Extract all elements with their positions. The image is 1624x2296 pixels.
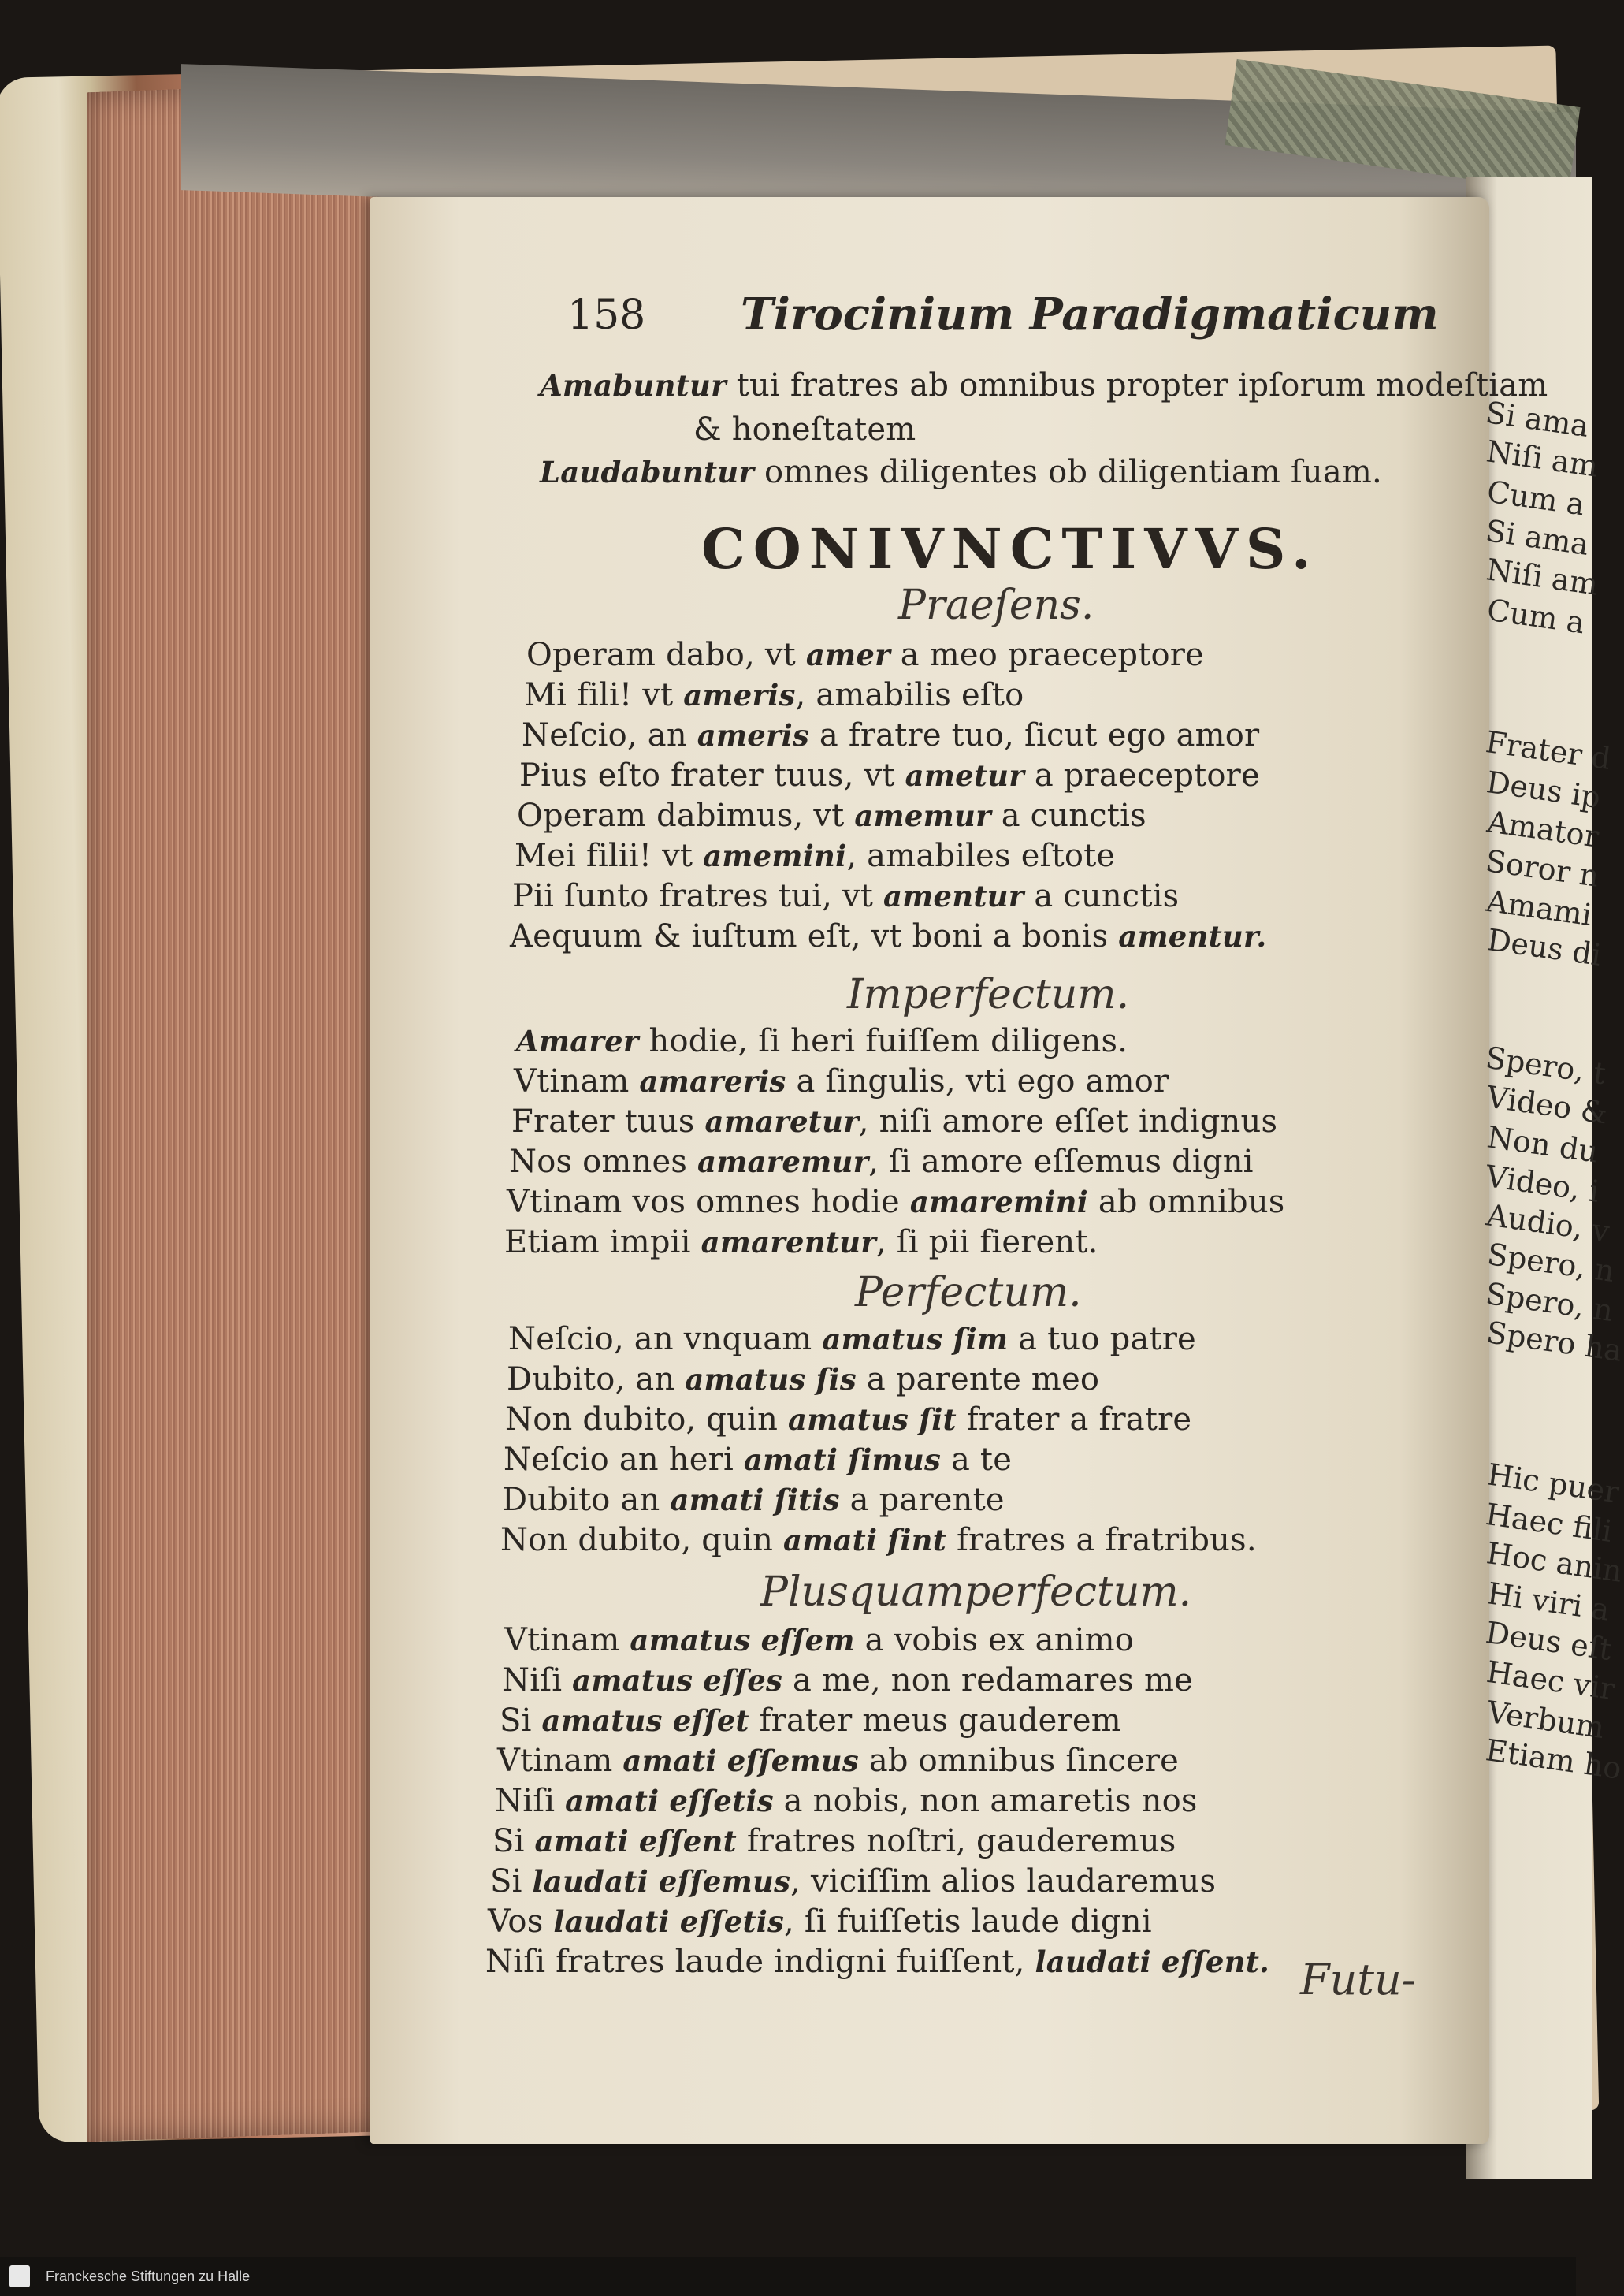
verb-form: amatus eſſes [572, 1663, 783, 1698]
verb-form: amaremur [697, 1144, 869, 1179]
conjugation-line [500, 1702, 1121, 1739]
facing-line: Hi viri a [1485, 1576, 1612, 1628]
facing-line: Hoc anin [1484, 1535, 1624, 1589]
line-text: Pii ſunto fratres tui, vt [512, 878, 883, 914]
line-text: Si [500, 1702, 542, 1739]
line-text: a ſingulis, vti ego amor [786, 1063, 1169, 1100]
line-text: a cunctis [1024, 878, 1180, 914]
conjugation-line [515, 838, 1115, 874]
facing-line: Soror n [1483, 843, 1602, 894]
line-text: Etiam impii [504, 1224, 701, 1260]
facing-line: Amator [1485, 804, 1601, 854]
line-text: Vtinam [504, 1622, 630, 1658]
verb-form: amati eſſent [534, 1824, 737, 1859]
line-text: , ſi pii fierent. [875, 1224, 1098, 1260]
page-edges [87, 81, 418, 2142]
conjugation-line [510, 918, 1266, 954]
line-text: frater meus gauderem [749, 1702, 1121, 1739]
line-text: Neſcio, an [522, 717, 697, 754]
line-text: , ſi fuiſſetis laude digni [784, 1903, 1152, 1940]
line-text: ab omnibus [1087, 1184, 1285, 1220]
verb-form: ametur [905, 758, 1024, 793]
line-text: Vos [488, 1903, 554, 1940]
line-text: frater a fratre [956, 1401, 1192, 1438]
conjugation-line [504, 1442, 1012, 1478]
line-text: Neſcio an heri [504, 1442, 744, 1478]
line-text: Niſi fratres laude indigni fuiſſent, [485, 1944, 1035, 1980]
footer-label: Franckesche Stiftungen zu Halle [46, 2268, 251, 2284]
verb-form: amati ſitis [670, 1483, 840, 1517]
verb-form: amaretur [704, 1104, 859, 1139]
line-text: Nos omnes [509, 1144, 698, 1180]
conjugation-line [511, 1103, 1277, 1140]
facing-line: Spero, n [1485, 1236, 1617, 1289]
verb-form: amati eſſemus [622, 1743, 859, 1778]
institution-logo-icon [9, 2265, 30, 2287]
conjugation-line [504, 1622, 1134, 1658]
page-number: 158 [567, 292, 646, 339]
verb-form: ameris [683, 678, 796, 713]
line-text: Vtinam vos omnes hodie [507, 1184, 910, 1220]
line-text: , viciſſim alios laudaremus [790, 1863, 1217, 1900]
line-text: Niſi [502, 1662, 573, 1699]
facing-line: Haec vir [1484, 1654, 1617, 1707]
line-text: Non dubito, quin [505, 1401, 788, 1438]
line-text: a cunctis [990, 798, 1146, 834]
facing-line: Deus di [1485, 922, 1604, 973]
body-line [540, 367, 1548, 404]
conjugation-line [502, 1662, 1193, 1699]
conjugation-line [504, 1224, 1098, 1260]
facing-line: Spero, t [1483, 1040, 1608, 1092]
line-text: a vobis ex animo [854, 1622, 1135, 1658]
line-text: , amabilis eſto [795, 677, 1024, 713]
body-line [693, 411, 916, 448]
section-title: Imperfectum. [847, 971, 1130, 1018]
facing-line: Niſi am [1484, 552, 1600, 602]
line-text: Operam dabo, vt [526, 637, 806, 673]
line-text: ab omnibus ſincere [858, 1743, 1180, 1779]
verb-form: Amabuntur [540, 368, 727, 403]
conjugation-line [507, 1184, 1285, 1220]
section-title: Praeſens. [898, 582, 1094, 629]
line-text: Vtinam [514, 1063, 640, 1100]
conjugation-line [519, 757, 1260, 794]
facing-line: Cum a [1485, 592, 1587, 641]
line-text: a te [941, 1442, 1013, 1478]
line-text: a fratre tuo, ſicut ego amor [808, 717, 1260, 754]
line-text: & honeſtatem [693, 411, 916, 448]
facing-line: Video, i [1483, 1159, 1602, 1209]
line-text: Si [490, 1863, 533, 1900]
line-text: a tuo patre [1008, 1321, 1196, 1357]
facing-line: Cum a [1485, 474, 1587, 523]
conjugation-line [508, 1321, 1196, 1357]
verb-form: laudati eſſemus [532, 1864, 791, 1899]
verb-form: amemini [703, 839, 847, 873]
conjugation-line [485, 1944, 1269, 1980]
conjugation-line [512, 878, 1179, 914]
verb-form: amemur [854, 798, 991, 833]
facing-line: Si ama [1483, 513, 1592, 562]
conjugation-line [492, 1823, 1176, 1859]
facing-line: Si ama [1483, 395, 1592, 444]
section-title: Plusquamperfectum. [760, 1568, 1192, 1616]
conjugation-line [517, 798, 1146, 834]
verb-form: amati eſſetis [565, 1784, 774, 1818]
facing-line: Verbum [1485, 1694, 1607, 1746]
line-text: Niſi [495, 1783, 566, 1819]
body-line [540, 454, 1382, 490]
footer-bar [0, 2257, 1576, 2296]
line-text: a nobis, non amaretis nos [773, 1783, 1198, 1819]
line-text: a parente [839, 1482, 1005, 1518]
conjugation-line [500, 1522, 1257, 1558]
conjugation-line [514, 1063, 1169, 1100]
line-text: , ſi amore eſſemus digni [868, 1144, 1254, 1180]
conjugation-line [490, 1863, 1216, 1900]
line-text: Aequum & iuſtum eſt, vt boni a bonis [510, 918, 1119, 954]
conjugation-line [502, 1482, 1005, 1518]
conjugation-line [522, 717, 1259, 754]
line-text: Si [492, 1823, 535, 1859]
verb-form: Laudabuntur [540, 455, 755, 489]
facing-line: Etiam ho [1483, 1732, 1624, 1786]
verb-form: amatus ſis [685, 1362, 857, 1397]
line-text: Mi fili! vt [524, 677, 684, 713]
catchword: Futu- [1300, 1955, 1416, 2004]
line-text: Dubito an [502, 1482, 671, 1518]
line-text: , niſi amore eſſet indignus [858, 1103, 1278, 1140]
line-text: Frater tuus [511, 1103, 705, 1140]
verb-form: amaremini [909, 1185, 1088, 1219]
facing-line: Audio, v [1484, 1197, 1612, 1249]
line-text: Dubito, an [507, 1361, 686, 1397]
conjugation-line [526, 637, 1204, 673]
verb-form: amareris [639, 1064, 786, 1099]
conjugation-line [507, 1361, 1099, 1397]
verb-form: amentur [883, 879, 1024, 914]
mood-heading: CONIVNCTIVVS. [701, 516, 1319, 582]
conjugation-line [495, 1783, 1198, 1819]
running-head: Tirocinium Paradigmaticum [741, 288, 1439, 340]
conjugation-line [497, 1743, 1179, 1779]
facing-line: Haec fili [1483, 1496, 1615, 1550]
line-text: Operam dabimus, vt [517, 798, 855, 834]
facing-line: Niſi am [1484, 434, 1600, 484]
facing-line: Spero ha [1484, 1315, 1624, 1368]
verb-form: ameris [697, 718, 809, 753]
verb-form: laudati eſſent. [1035, 1944, 1270, 1979]
line-text: hodie, ſi heri fuiſſem diligens. [638, 1023, 1128, 1059]
line-text: tui fratres ab omnibus propter ipſorum modeſtiam [726, 367, 1548, 404]
verb-form: Amarer [516, 1024, 639, 1059]
line-text: fratres a fratribus. [946, 1522, 1257, 1558]
conjugation-line [505, 1401, 1191, 1438]
verb-form: laudati eſſetis [553, 1904, 785, 1939]
verb-form: amer [805, 638, 890, 672]
conjugation-line [509, 1144, 1254, 1180]
facing-line: Deus eſt [1483, 1615, 1615, 1667]
line-text: Mei filii! vt [515, 838, 704, 874]
facing-line: Frater d [1483, 724, 1613, 776]
line-text: a me, non redamares me [782, 1662, 1193, 1699]
section-title: Perfectum. [855, 1269, 1082, 1316]
facing-line: Non du [1485, 1119, 1600, 1170]
line-text: fratres noſtri, gauderemus [736, 1823, 1176, 1859]
conjugation-line [488, 1903, 1152, 1940]
conjugation-line [516, 1023, 1128, 1059]
facing-line: Spero, n [1483, 1275, 1615, 1329]
line-text: Non dubito, quin [500, 1522, 783, 1558]
line-text: a meo praeceptore [890, 637, 1204, 673]
facing-line: Deus ip [1484, 765, 1603, 815]
facing-line: Amami [1484, 883, 1594, 933]
line-text: Neſcio, an vnquam [508, 1321, 823, 1357]
verb-form: amatus eſſet [541, 1703, 749, 1738]
facing-line: Hic puer [1485, 1457, 1622, 1510]
verb-form: amentur. [1118, 919, 1267, 954]
verb-form: amati ſint [782, 1523, 947, 1557]
line-text: a praeceptore [1024, 757, 1260, 794]
line-text: Pius eſto frater tuus, vt [519, 757, 905, 794]
verb-form: amatus eſſem [630, 1623, 855, 1658]
verb-form: amati ſimus [743, 1442, 942, 1477]
line-text: a parente meo [856, 1361, 1100, 1397]
verb-form: amarentur [701, 1225, 876, 1260]
verb-form: amatus ſim [822, 1322, 1009, 1356]
line-text: omnes diligentes ob diligentiam ſuam. [754, 454, 1382, 490]
line-text: Vtinam [497, 1743, 623, 1779]
verb-form: amatus ſit [787, 1402, 957, 1437]
line-text: , amabiles eſtote [846, 838, 1116, 874]
facing-line: Video & [1484, 1079, 1610, 1131]
conjugation-line [524, 677, 1024, 713]
